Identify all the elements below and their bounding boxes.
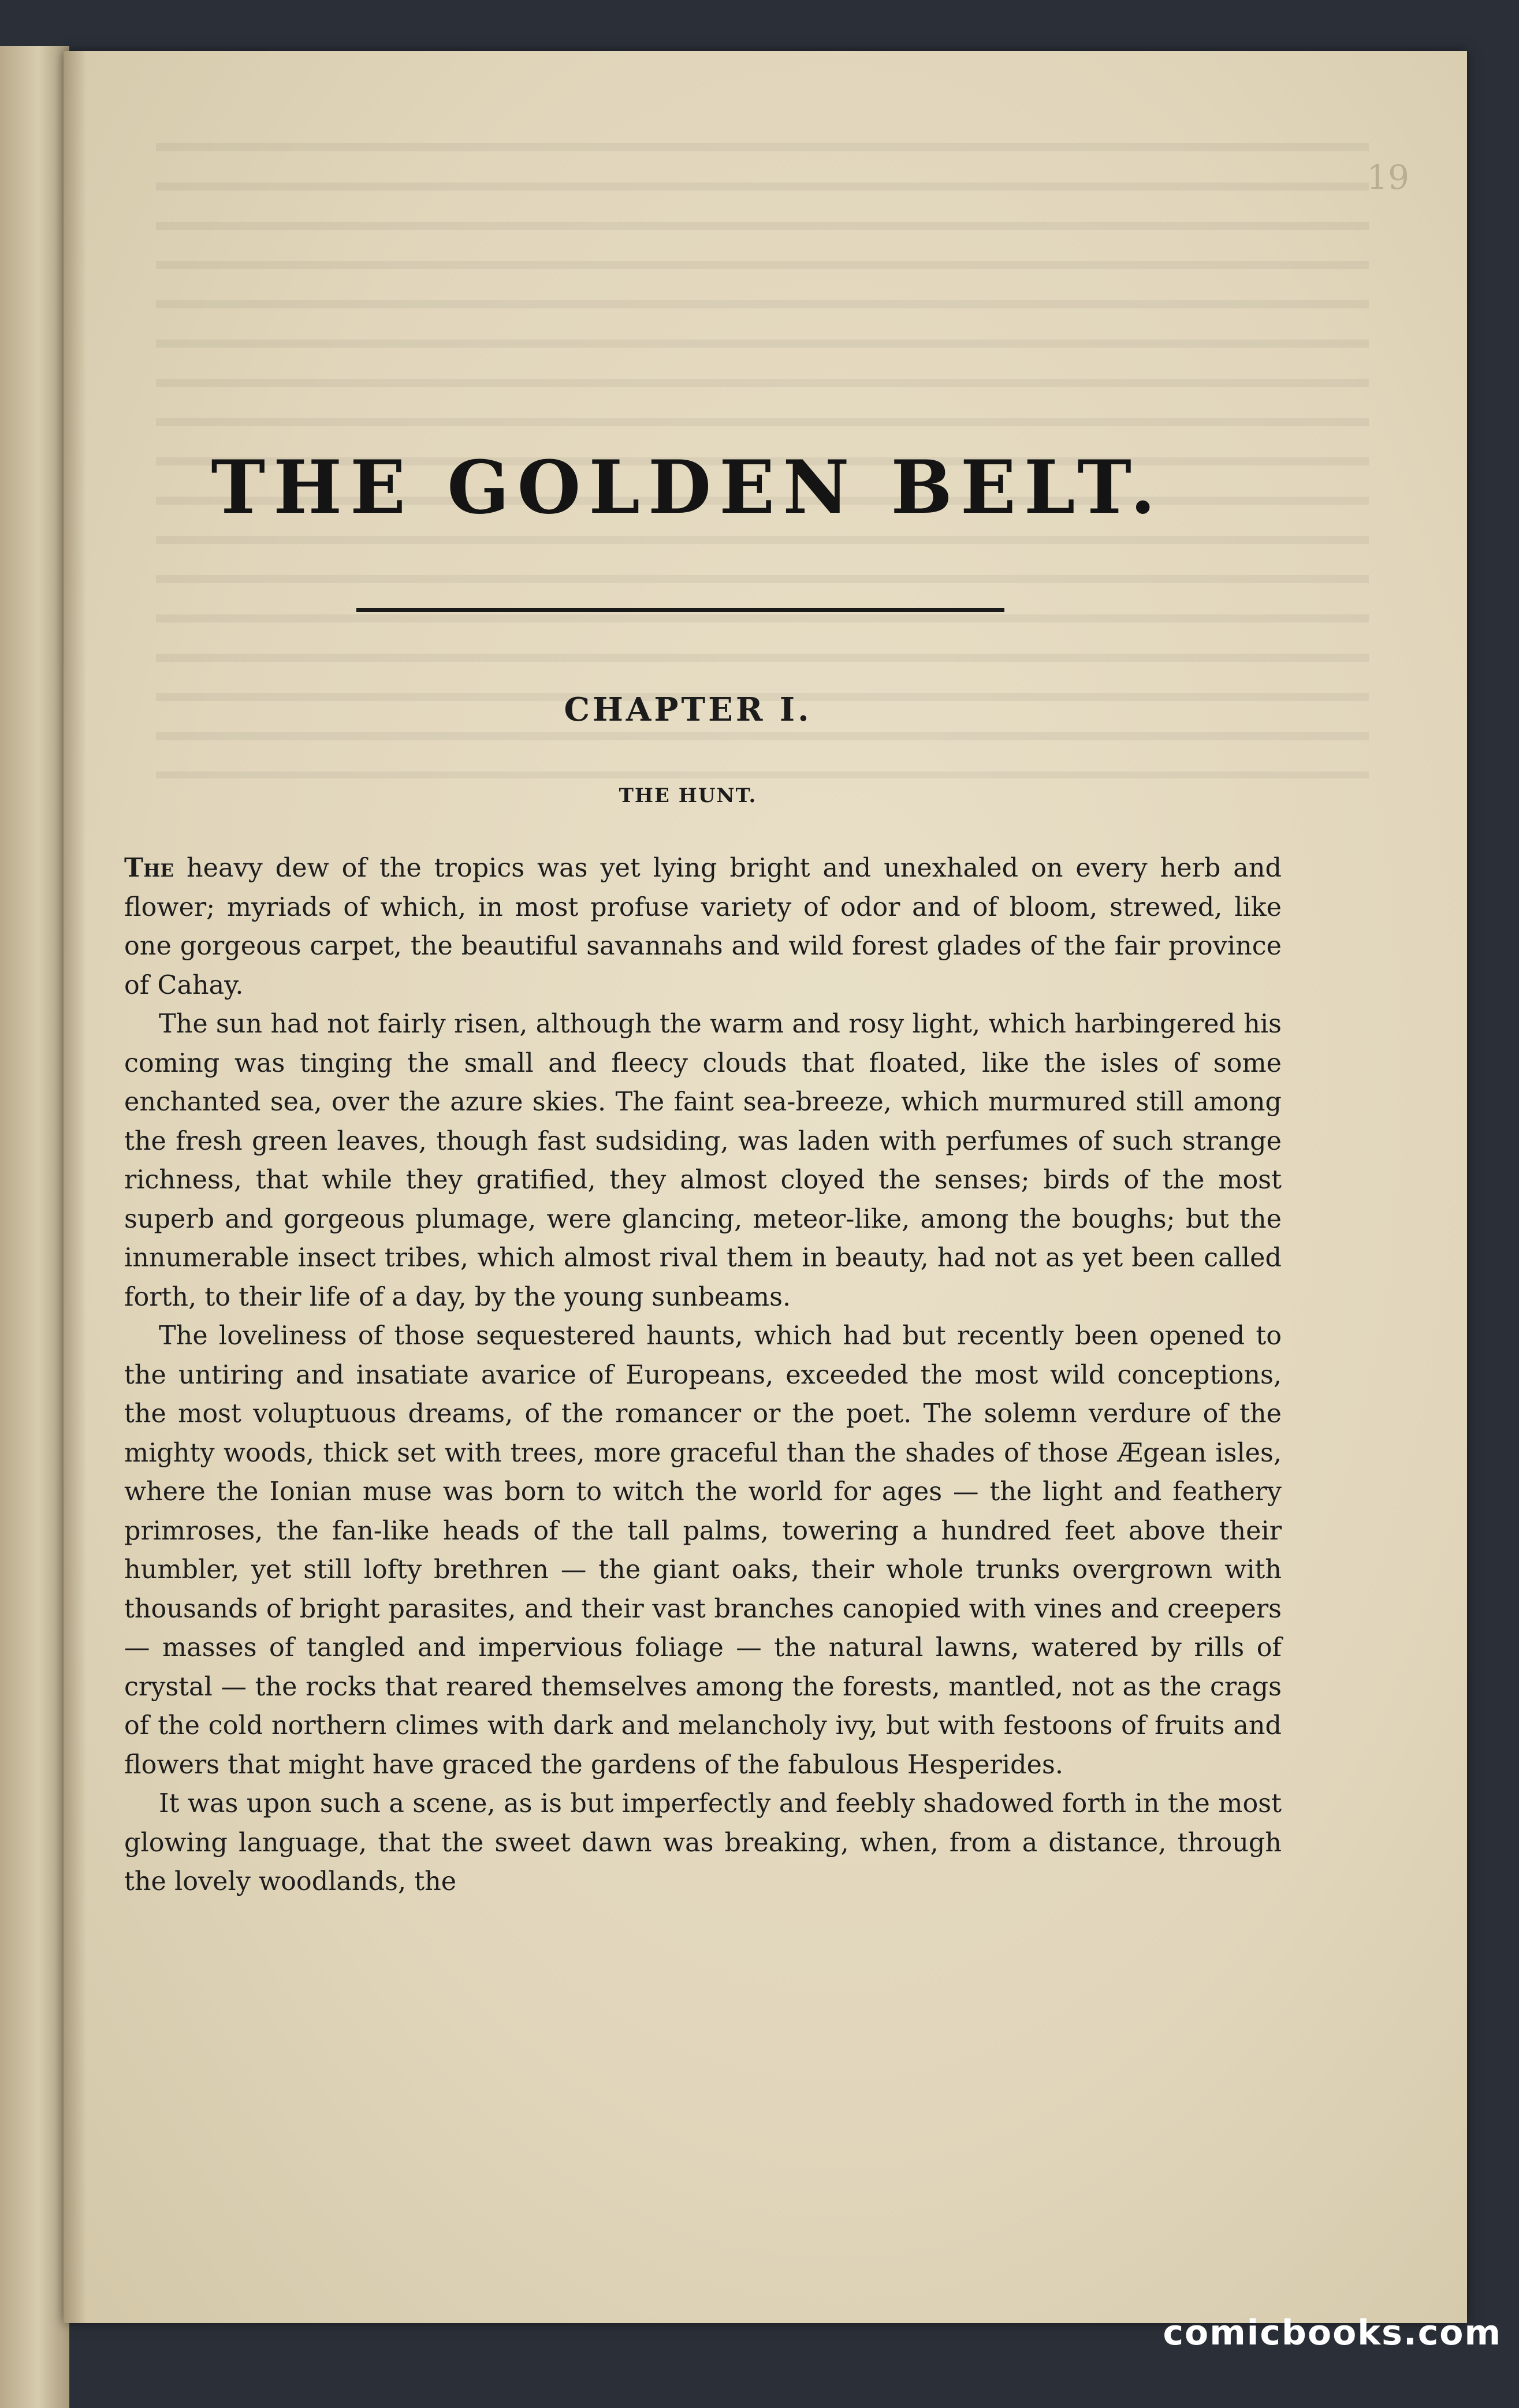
paragraph-lead-word: The — [124, 853, 174, 883]
paragraph-4: It was upon such a scene, as is but imperfectly and feebly shadowed forth in the most glowing language, that the sweet dawn was breaking, when, from a distance, through the lovely woodlands, the — [124, 1789, 1282, 1896]
book-title: THE GOLDEN BELT. — [211, 445, 1164, 530]
spine-shadow — [64, 51, 87, 2323]
paragraph-2: The sun had not fairly risen, although the warm and rosy light, which harbingered his coming was tinging the small and fleecy clouds that floated, like the isles of some enchanted sea, over the azure skies. The faint sea-breeze, which murmured still among the fresh green leaves, though fast sudsiding, was laden with perfumes of such strange richness, that while they gratified, they almost cloyed the senses; birds of the most superb and gorgeous plumage, were glancing, meteor-like, among the boughs; but the innumerable insect tribes, which almost rival them in beauty, had not as yet been called forth, to their life of a day, by the young sunbeams. — [124, 1009, 1282, 1312]
chapter-heading: CHAPTER I. — [564, 691, 812, 729]
paragraph-3: The loveliness of those sequestered haunts, which had but recently been opened to the untiring and insatiate avarice of Europeans, exceeded the most wild conceptions, the most voluptuous dreams, of the romancer or the poet. The solemn verdure of the mighty woods, thick set with trees, more graceful than the shades of those Ægean isles, where the Ionian muse was born to witch the world for ages — the light and feathery primroses, the fan-like heads of the tall palms, towering a hundred feet above their humbler, yet still lofty brethren — the giant oaks, their whole trunks overgrown with thousands of bright parasites, and their vast branches canopied with vines and creepers — masses of tangled and impervious foliage — the natural lawns, watered by rills of crystal — the rocks that reared themselves among the forests, mantled, not as the crags of the cold northern climes with dark and melancholy ivy, but with festoons of fruits and flowers that might have graced the gardens of the fabulous Hesperides. — [124, 1321, 1282, 1780]
paragraph-text: heavy dew of the tropics was yet lying bright and unexhaled on every herb and flower; myriads of which, in most profuse variety of odor and of bloom, strewed, like one gorgeous carpet, the beautiful savannahs and wild forest glades of the fair province of Cahay. — [124, 853, 1282, 1000]
chapter-body — [124, 849, 1282, 1902]
facing-page-edge — [0, 46, 69, 2408]
title-rule — [356, 608, 1004, 612]
page-number: 19 — [1367, 158, 1409, 197]
section-heading: THE HUNT. — [619, 784, 757, 807]
site-watermark: comicbooks.com — [1163, 2313, 1502, 2353]
paragraph-1 — [124, 849, 1282, 1005]
